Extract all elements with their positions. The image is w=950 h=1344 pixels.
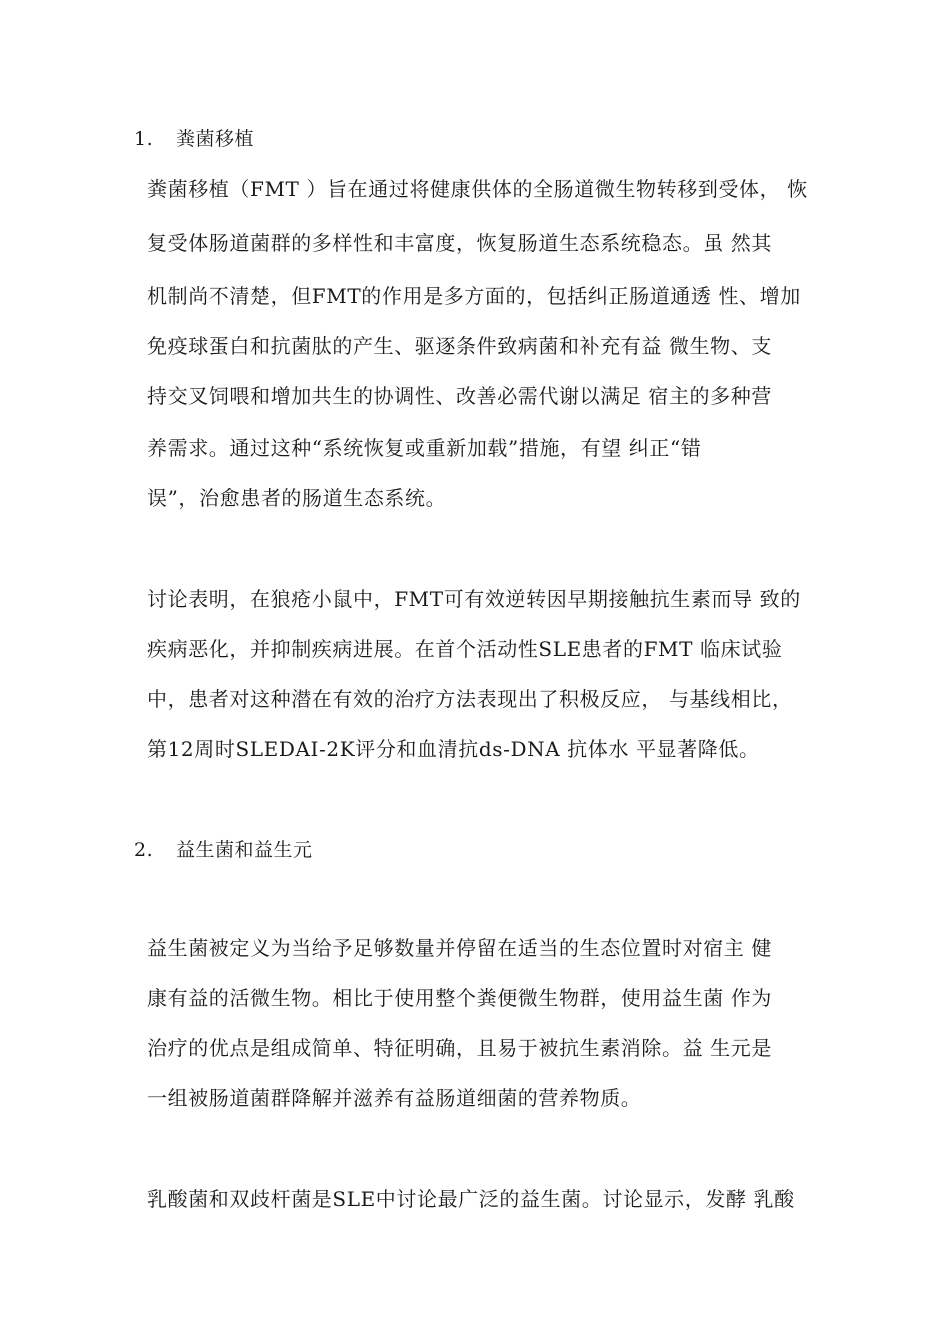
paragraph-line: 粪菌移植（FMT ）旨在通过将健康供体的全肠道微生物转移到受体， 恢 (147, 177, 808, 201)
paragraph-line: 复受体肠道菌群的多样性和丰富度，恢复肠道生态系统稳态。虽 然其 (147, 231, 772, 255)
section-2-number: 2. (134, 839, 154, 861)
paragraph-line: 养需求。通过这种“系统恢复或重新加载”措施，有望 纠正“错 (147, 436, 702, 460)
paragraph-line: 一组被肠道菌群降解并滋养有益肠道细菌的营养物质。 (147, 1086, 642, 1110)
paragraph-line: 康有益的活微生物。相比于使用整个粪便微生物群，使用益生菌 作为 (147, 986, 772, 1010)
section-2-heading (134, 836, 313, 864)
section-2-title: 益生菌和益生元 (176, 839, 313, 861)
paragraph-line: 免疫球蛋白和抗菌肽的产生、驱逐条件致病菌和补充有益 微生物、支 (147, 334, 772, 358)
paragraph-line: 益生菌被定义为当给予足够数量并停留在适当的生态位置时对宿主 健 (147, 936, 772, 960)
paragraph-line: 治疗的优点是组成简单、特征明确，且易于被抗生素消除。益 生元是 (147, 1036, 772, 1060)
section-1-number: 1. (134, 128, 154, 150)
paragraph-line: 机制尚不清楚，但FMT的作用是多方面的，包括纠正肠道通透 性、增加 (147, 284, 801, 308)
paragraph-line: 讨论表明，在狼疮小鼠中，FMT可有效逆转因早期接触抗生素而导 致的 (147, 587, 801, 611)
paragraph-line: 持交叉饲喂和增加共生的协调性、改善必需代谢以满足 宿主的多种营 (147, 384, 772, 408)
section-1-title: 粪菌移植 (176, 128, 255, 150)
paragraph-line: 第12周时SLEDAI-2K评分和血清抗ds-DNA 抗体水 平显著降低。 (147, 737, 760, 761)
paragraph-line: 中，患者对这种潜在有效的治疗方法表现出了积极反应， 与基线相比， (147, 687, 793, 711)
paragraph-line: 乳酸菌和双歧杆菌是SLE中讨论最广泛的益生菌。讨论显示，发酵 乳酸 (147, 1187, 795, 1211)
paragraph-line: 疾病恶化，并抑制疾病进展。在首个活动性SLE患者的FMT 临床试验 (147, 637, 783, 661)
paragraph-line: 误”，治愈患者的肠道生态系统。 (147, 486, 447, 510)
section-1-heading (134, 125, 254, 153)
